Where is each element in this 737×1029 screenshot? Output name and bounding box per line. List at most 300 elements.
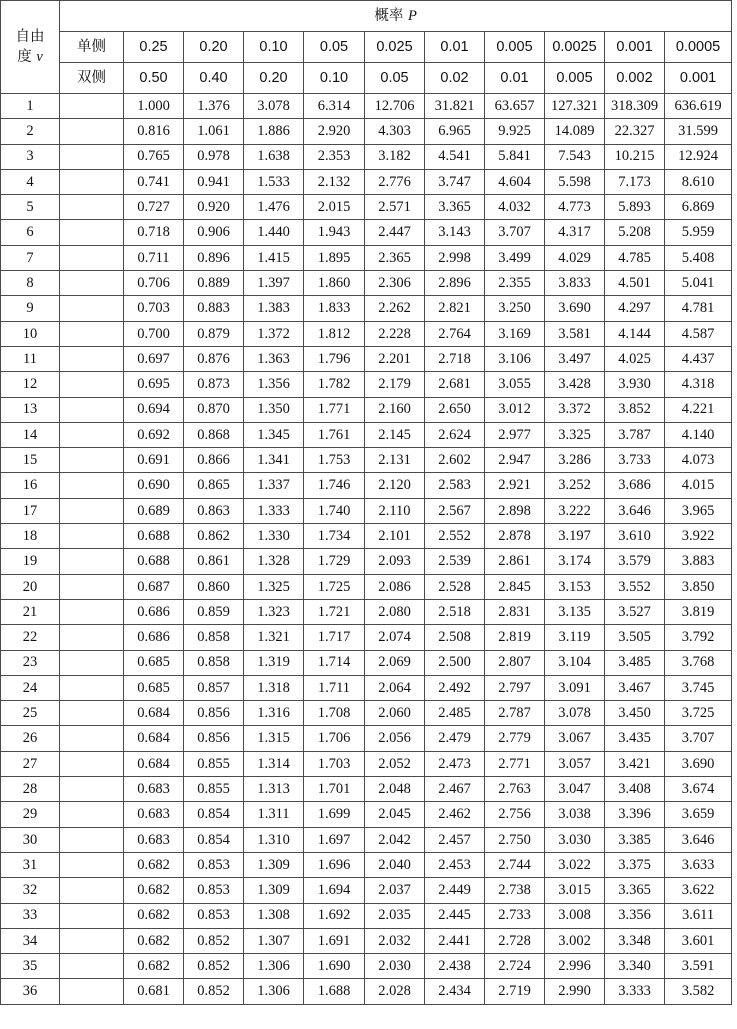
critical-value-cell: 3.922 xyxy=(665,524,732,549)
critical-value-cell: 0.941 xyxy=(184,169,244,194)
critical-value-cell: 2.040 xyxy=(365,852,425,877)
df-value-cell: 21 xyxy=(1,599,60,624)
critical-value-cell: 0.711 xyxy=(124,245,184,270)
empty-label-cell xyxy=(60,296,124,321)
critical-value-cell: 2.756 xyxy=(485,802,545,827)
critical-value-cell: 2.101 xyxy=(365,524,425,549)
two-sided-prob-cell: 0.05 xyxy=(365,63,425,94)
critical-value-cell: 9.925 xyxy=(485,119,545,144)
critical-value-cell: 0.694 xyxy=(124,397,184,422)
critical-value-cell: 0.681 xyxy=(124,979,184,1004)
critical-value-cell: 2.485 xyxy=(425,701,485,726)
empty-label-cell xyxy=(60,473,124,498)
critical-value-cell: 0.690 xyxy=(124,473,184,498)
table-row xyxy=(1,549,732,574)
critical-value-cell: 4.297 xyxy=(605,296,665,321)
critical-value-cell: 2.921 xyxy=(485,473,545,498)
critical-value-cell: 3.497 xyxy=(545,346,605,371)
critical-value-cell: 3.633 xyxy=(665,852,732,877)
critical-value-cell: 0.854 xyxy=(184,827,244,852)
two-sided-prob-cell: 0.02 xyxy=(425,63,485,94)
critical-value-cell: 2.719 xyxy=(485,979,545,1004)
empty-label-cell xyxy=(60,726,124,751)
critical-value-cell: 2.074 xyxy=(365,625,425,650)
critical-value-cell: 1.333 xyxy=(244,498,304,523)
df-value-cell: 32 xyxy=(1,878,60,903)
critical-value-cell: 2.201 xyxy=(365,346,425,371)
critical-value-cell: 2.462 xyxy=(425,802,485,827)
critical-value-cell: 2.093 xyxy=(365,549,425,574)
critical-value-cell: 2.015 xyxy=(304,195,365,220)
critical-value-cell: 3.733 xyxy=(605,448,665,473)
critical-value-cell: 5.208 xyxy=(605,220,665,245)
df-value-cell: 31 xyxy=(1,852,60,877)
table-row xyxy=(1,979,732,1004)
critical-value-cell: 3.078 xyxy=(545,701,605,726)
critical-value-cell: 1.397 xyxy=(244,271,304,296)
critical-value-cell: 1.717 xyxy=(304,625,365,650)
probability-header-cell xyxy=(60,1,732,32)
critical-value-cell: 0.978 xyxy=(184,144,244,169)
critical-value-cell: 3.030 xyxy=(545,827,605,852)
critical-value-cell: 1.895 xyxy=(304,245,365,270)
critical-value-cell: 2.528 xyxy=(425,574,485,599)
critical-value-cell: 2.787 xyxy=(485,701,545,726)
probability-label: 概率 xyxy=(374,7,404,24)
critical-value-cell: 0.691 xyxy=(124,448,184,473)
critical-value-cell: 2.764 xyxy=(425,321,485,346)
critical-value-cell: 0.889 xyxy=(184,271,244,296)
critical-value-cell: 1.688 xyxy=(304,979,365,1004)
critical-value-cell: 3.819 xyxy=(665,599,732,624)
critical-value-cell: 1.860 xyxy=(304,271,365,296)
critical-value-cell: 2.779 xyxy=(485,726,545,751)
df-label-line2: 度 xyxy=(17,49,32,65)
one-sided-prob-cell: 0.005 xyxy=(485,32,545,63)
critical-value-cell: 1.319 xyxy=(244,650,304,675)
critical-value-cell: 2.453 xyxy=(425,852,485,877)
critical-value-cell: 0.683 xyxy=(124,827,184,852)
df-value-cell: 35 xyxy=(1,954,60,979)
critical-value-cell: 1.306 xyxy=(244,979,304,1004)
df-header-cell xyxy=(1,1,60,94)
critical-value-cell: 3.787 xyxy=(605,422,665,447)
critical-value-cell: 3.365 xyxy=(425,195,485,220)
critical-value-cell: 3.552 xyxy=(605,574,665,599)
df-value-cell: 4 xyxy=(1,169,60,194)
critical-value-cell: 1.476 xyxy=(244,195,304,220)
critical-value-cell: 3.611 xyxy=(665,903,732,928)
critical-value-cell: 1.721 xyxy=(304,599,365,624)
critical-value-cell: 3.348 xyxy=(605,928,665,953)
critical-value-cell: 1.000 xyxy=(124,94,184,119)
critical-value-cell: 4.029 xyxy=(545,245,605,270)
critical-value-cell: 3.686 xyxy=(605,473,665,498)
critical-value-cell: 4.317 xyxy=(545,220,605,245)
critical-value-cell: 0.883 xyxy=(184,296,244,321)
critical-value-cell: 0.741 xyxy=(124,169,184,194)
critical-value-cell: 2.131 xyxy=(365,448,425,473)
empty-label-cell xyxy=(60,524,124,549)
critical-value-cell: 4.015 xyxy=(665,473,732,498)
df-value-cell: 15 xyxy=(1,448,60,473)
critical-value-cell: 2.508 xyxy=(425,625,485,650)
critical-value-cell: 3.435 xyxy=(605,726,665,751)
critical-value-cell: 8.610 xyxy=(665,169,732,194)
critical-value-cell: 1.310 xyxy=(244,827,304,852)
critical-value-cell: 1.691 xyxy=(304,928,365,953)
table-row xyxy=(1,119,732,144)
critical-value-cell: 4.587 xyxy=(665,321,732,346)
critical-value-cell: 3.197 xyxy=(545,524,605,549)
critical-value-cell: 0.853 xyxy=(184,852,244,877)
critical-value-cell: 1.711 xyxy=(304,675,365,700)
critical-value-cell: 0.863 xyxy=(184,498,244,523)
critical-value-cell: 2.132 xyxy=(304,169,365,194)
table-row xyxy=(1,625,732,650)
critical-value-cell: 2.365 xyxy=(365,245,425,270)
critical-value-cell: 0.854 xyxy=(184,802,244,827)
critical-value-cell: 0.684 xyxy=(124,726,184,751)
critical-value-cell: 1.318 xyxy=(244,675,304,700)
critical-value-cell: 0.686 xyxy=(124,625,184,650)
two-sided-prob-cell: 0.001 xyxy=(665,63,732,94)
critical-value-cell: 3.659 xyxy=(665,802,732,827)
df-value-cell: 20 xyxy=(1,574,60,599)
empty-label-cell xyxy=(60,169,124,194)
critical-value-cell: 0.879 xyxy=(184,321,244,346)
empty-label-cell xyxy=(60,777,124,802)
critical-value-cell: 2.583 xyxy=(425,473,485,498)
critical-value-cell: 0.700 xyxy=(124,321,184,346)
one-sided-prob-cell: 0.0025 xyxy=(545,32,605,63)
two-sided-label: 双侧 xyxy=(60,63,124,94)
df-value-cell: 18 xyxy=(1,524,60,549)
critical-value-cell: 0.765 xyxy=(124,144,184,169)
critical-value-cell: 3.104 xyxy=(545,650,605,675)
critical-value-cell: 0.862 xyxy=(184,524,244,549)
critical-value-cell: 0.856 xyxy=(184,726,244,751)
df-value-cell: 16 xyxy=(1,473,60,498)
critical-value-cell: 3.421 xyxy=(605,751,665,776)
critical-value-cell: 0.855 xyxy=(184,751,244,776)
critical-value-cell: 0.686 xyxy=(124,599,184,624)
critical-value-cell: 1.725 xyxy=(304,574,365,599)
critical-value-cell: 12.706 xyxy=(365,94,425,119)
critical-value-cell: 2.032 xyxy=(365,928,425,953)
table-row xyxy=(1,574,732,599)
table-row xyxy=(1,827,732,852)
table-row xyxy=(1,802,732,827)
critical-value-cell: 3.396 xyxy=(605,802,665,827)
critical-value-cell: 0.852 xyxy=(184,979,244,1004)
table-row xyxy=(1,245,732,270)
critical-value-cell: 2.898 xyxy=(485,498,545,523)
df-value-cell: 23 xyxy=(1,650,60,675)
critical-value-cell: 1.341 xyxy=(244,448,304,473)
critical-value-cell: 2.996 xyxy=(545,954,605,979)
critical-value-cell: 3.591 xyxy=(665,954,732,979)
critical-value-cell: 4.303 xyxy=(365,119,425,144)
critical-value-cell: 3.012 xyxy=(485,397,545,422)
table-row xyxy=(1,473,732,498)
critical-value-cell: 1.356 xyxy=(244,372,304,397)
empty-label-cell xyxy=(60,802,124,827)
critical-value-cell: 0.858 xyxy=(184,625,244,650)
critical-value-cell: 1.345 xyxy=(244,422,304,447)
critical-value-cell: 5.041 xyxy=(665,271,732,296)
critical-value-cell: 0.688 xyxy=(124,549,184,574)
critical-value-cell: 2.086 xyxy=(365,574,425,599)
header-row-probability xyxy=(1,1,732,32)
critical-value-cell: 3.622 xyxy=(665,878,732,903)
critical-value-cell: 5.598 xyxy=(545,169,605,194)
critical-value-cell: 1.943 xyxy=(304,220,365,245)
critical-value-cell: 636.619 xyxy=(665,94,732,119)
critical-value-cell: 1.690 xyxy=(304,954,365,979)
empty-label-cell xyxy=(60,650,124,675)
critical-value-cell: 0.688 xyxy=(124,524,184,549)
critical-value-cell: 1.383 xyxy=(244,296,304,321)
table-row xyxy=(1,422,732,447)
empty-label-cell xyxy=(60,599,124,624)
critical-value-cell: 1.638 xyxy=(244,144,304,169)
critical-value-cell: 3.375 xyxy=(605,852,665,877)
critical-value-cell: 2.110 xyxy=(365,498,425,523)
critical-value-cell: 1.363 xyxy=(244,346,304,371)
critical-value-cell: 3.372 xyxy=(545,397,605,422)
table-row xyxy=(1,675,732,700)
critical-value-cell: 4.773 xyxy=(545,195,605,220)
critical-value-cell: 3.707 xyxy=(485,220,545,245)
one-sided-prob-cell: 0.20 xyxy=(184,32,244,63)
critical-value-cell: 5.841 xyxy=(485,144,545,169)
critical-value-cell: 1.316 xyxy=(244,701,304,726)
critical-value-cell: 0.684 xyxy=(124,751,184,776)
df-value-cell: 36 xyxy=(1,979,60,1004)
critical-value-cell: 318.309 xyxy=(605,94,665,119)
critical-value-cell: 0.695 xyxy=(124,372,184,397)
two-sided-prob-cell: 0.002 xyxy=(605,63,665,94)
critical-value-cell: 4.032 xyxy=(485,195,545,220)
critical-value-cell: 7.543 xyxy=(545,144,605,169)
probability-symbol: P xyxy=(407,7,417,24)
table-row xyxy=(1,397,732,422)
table-row xyxy=(1,650,732,675)
critical-value-cell: 1.306 xyxy=(244,954,304,979)
critical-value-cell: 3.250 xyxy=(485,296,545,321)
critical-value-cell: 3.581 xyxy=(545,321,605,346)
empty-label-cell xyxy=(60,549,124,574)
critical-value-cell: 0.870 xyxy=(184,397,244,422)
critical-value-cell: 3.646 xyxy=(665,827,732,852)
critical-value-cell: 2.228 xyxy=(365,321,425,346)
critical-value-cell: 4.781 xyxy=(665,296,732,321)
critical-value-cell: 3.067 xyxy=(545,726,605,751)
critical-value-cell: 3.505 xyxy=(605,625,665,650)
critical-value-cell: 1.376 xyxy=(184,94,244,119)
critical-value-cell: 0.685 xyxy=(124,650,184,675)
df-value-cell: 27 xyxy=(1,751,60,776)
critical-value-cell: 3.169 xyxy=(485,321,545,346)
critical-value-cell: 2.492 xyxy=(425,675,485,700)
critical-value-cell: 1.061 xyxy=(184,119,244,144)
critical-value-cell: 1.313 xyxy=(244,777,304,802)
critical-value-cell: 2.920 xyxy=(304,119,365,144)
critical-value-cell: 0.865 xyxy=(184,473,244,498)
critical-value-cell: 2.120 xyxy=(365,473,425,498)
critical-value-cell: 0.682 xyxy=(124,954,184,979)
table-row xyxy=(1,195,732,220)
empty-label-cell xyxy=(60,372,124,397)
critical-value-cell: 2.467 xyxy=(425,777,485,802)
critical-value-cell: 1.323 xyxy=(244,599,304,624)
critical-value-cell: 2.160 xyxy=(365,397,425,422)
critical-value-cell: 2.744 xyxy=(485,852,545,877)
critical-value-cell: 3.601 xyxy=(665,928,732,953)
critical-value-cell: 0.816 xyxy=(124,119,184,144)
critical-value-cell: 0.866 xyxy=(184,448,244,473)
critical-value-cell: 3.527 xyxy=(605,599,665,624)
critical-value-cell: 0.868 xyxy=(184,422,244,447)
critical-value-cell: 3.252 xyxy=(545,473,605,498)
critical-value-cell: 3.450 xyxy=(605,701,665,726)
critical-value-cell: 63.657 xyxy=(485,94,545,119)
empty-label-cell xyxy=(60,701,124,726)
critical-value-cell: 1.701 xyxy=(304,777,365,802)
df-value-cell: 10 xyxy=(1,321,60,346)
critical-value-cell: 2.048 xyxy=(365,777,425,802)
critical-value-cell: 2.473 xyxy=(425,751,485,776)
critical-value-cell: 31.821 xyxy=(425,94,485,119)
empty-label-cell xyxy=(60,903,124,928)
df-symbol: v xyxy=(36,49,43,65)
critical-value-cell: 4.785 xyxy=(605,245,665,270)
critical-value-cell: 2.539 xyxy=(425,549,485,574)
two-sided-prob-cell: 0.40 xyxy=(184,63,244,94)
critical-value-cell: 0.682 xyxy=(124,852,184,877)
df-value-cell: 2 xyxy=(1,119,60,144)
critical-value-cell: 2.861 xyxy=(485,549,545,574)
empty-label-cell xyxy=(60,397,124,422)
df-value-cell: 9 xyxy=(1,296,60,321)
critical-value-cell: 3.499 xyxy=(485,245,545,270)
critical-value-cell: 2.353 xyxy=(304,144,365,169)
critical-value-cell: 2.045 xyxy=(365,802,425,827)
critical-value-cell: 3.153 xyxy=(545,574,605,599)
critical-value-cell: 2.080 xyxy=(365,599,425,624)
critical-value-cell: 1.833 xyxy=(304,296,365,321)
critical-value-cell: 3.325 xyxy=(545,422,605,447)
critical-value-cell: 2.445 xyxy=(425,903,485,928)
critical-value-cell: 1.771 xyxy=(304,397,365,422)
empty-label-cell xyxy=(60,625,124,650)
one-sided-prob-cell: 0.0005 xyxy=(665,32,732,63)
critical-value-cell: 10.215 xyxy=(605,144,665,169)
critical-value-cell: 4.221 xyxy=(665,397,732,422)
critical-value-cell: 1.325 xyxy=(244,574,304,599)
critical-value-cell: 1.328 xyxy=(244,549,304,574)
critical-value-cell: 12.924 xyxy=(665,144,732,169)
critical-value-cell: 6.965 xyxy=(425,119,485,144)
critical-value-cell: 4.318 xyxy=(665,372,732,397)
critical-value-cell: 3.850 xyxy=(665,574,732,599)
critical-value-cell: 3.135 xyxy=(545,599,605,624)
critical-value-cell: 1.886 xyxy=(244,119,304,144)
critical-value-cell: 3.055 xyxy=(485,372,545,397)
table-row xyxy=(1,751,732,776)
critical-value-cell: 3.646 xyxy=(605,498,665,523)
critical-value-cell: 5.959 xyxy=(665,220,732,245)
critical-value-cell: 0.683 xyxy=(124,777,184,802)
one-sided-prob-cell: 0.10 xyxy=(244,32,304,63)
critical-value-cell: 2.819 xyxy=(485,625,545,650)
critical-value-cell: 2.441 xyxy=(425,928,485,953)
critical-value-cell: 7.173 xyxy=(605,169,665,194)
critical-value-cell: 0.683 xyxy=(124,802,184,827)
critical-value-cell: 0.703 xyxy=(124,296,184,321)
critical-value-cell: 1.307 xyxy=(244,928,304,953)
critical-value-cell: 3.340 xyxy=(605,954,665,979)
critical-value-cell: 1.330 xyxy=(244,524,304,549)
df-value-cell: 12 xyxy=(1,372,60,397)
critical-value-cell: 2.771 xyxy=(485,751,545,776)
table-row xyxy=(1,448,732,473)
critical-value-cell: 4.501 xyxy=(605,271,665,296)
critical-value-cell: 2.977 xyxy=(485,422,545,447)
critical-value-cell: 4.541 xyxy=(425,144,485,169)
critical-value-cell: 2.306 xyxy=(365,271,425,296)
critical-value-cell: 3.579 xyxy=(605,549,665,574)
critical-value-cell: 2.878 xyxy=(485,524,545,549)
table-row xyxy=(1,372,732,397)
empty-label-cell xyxy=(60,422,124,447)
critical-value-cell: 127.321 xyxy=(545,94,605,119)
critical-value-cell: 6.314 xyxy=(304,94,365,119)
table-row xyxy=(1,701,732,726)
critical-value-cell: 0.873 xyxy=(184,372,244,397)
df-value-cell: 11 xyxy=(1,346,60,371)
critical-value-cell: 0.853 xyxy=(184,878,244,903)
critical-value-cell: 4.437 xyxy=(665,346,732,371)
empty-label-cell xyxy=(60,195,124,220)
critical-value-cell: 3.333 xyxy=(605,979,665,1004)
critical-value-cell: 1.440 xyxy=(244,220,304,245)
critical-value-cell: 1.706 xyxy=(304,726,365,751)
critical-value-cell: 1.415 xyxy=(244,245,304,270)
empty-label-cell xyxy=(60,346,124,371)
table-row xyxy=(1,220,732,245)
table-row xyxy=(1,94,732,119)
df-value-cell: 6 xyxy=(1,220,60,245)
empty-label-cell xyxy=(60,751,124,776)
critical-value-cell: 1.372 xyxy=(244,321,304,346)
critical-value-cell: 3.745 xyxy=(665,675,732,700)
critical-value-cell: 1.533 xyxy=(244,169,304,194)
df-value-cell: 19 xyxy=(1,549,60,574)
critical-value-cell: 2.030 xyxy=(365,954,425,979)
critical-value-cell: 1.692 xyxy=(304,903,365,928)
empty-label-cell xyxy=(60,675,124,700)
critical-value-cell: 2.602 xyxy=(425,448,485,473)
critical-value-cell: 2.035 xyxy=(365,903,425,928)
critical-value-cell: 1.694 xyxy=(304,878,365,903)
df-value-cell: 30 xyxy=(1,827,60,852)
critical-value-cell: 3.707 xyxy=(665,726,732,751)
critical-value-cell: 1.714 xyxy=(304,650,365,675)
table-row xyxy=(1,296,732,321)
empty-label-cell xyxy=(60,144,124,169)
